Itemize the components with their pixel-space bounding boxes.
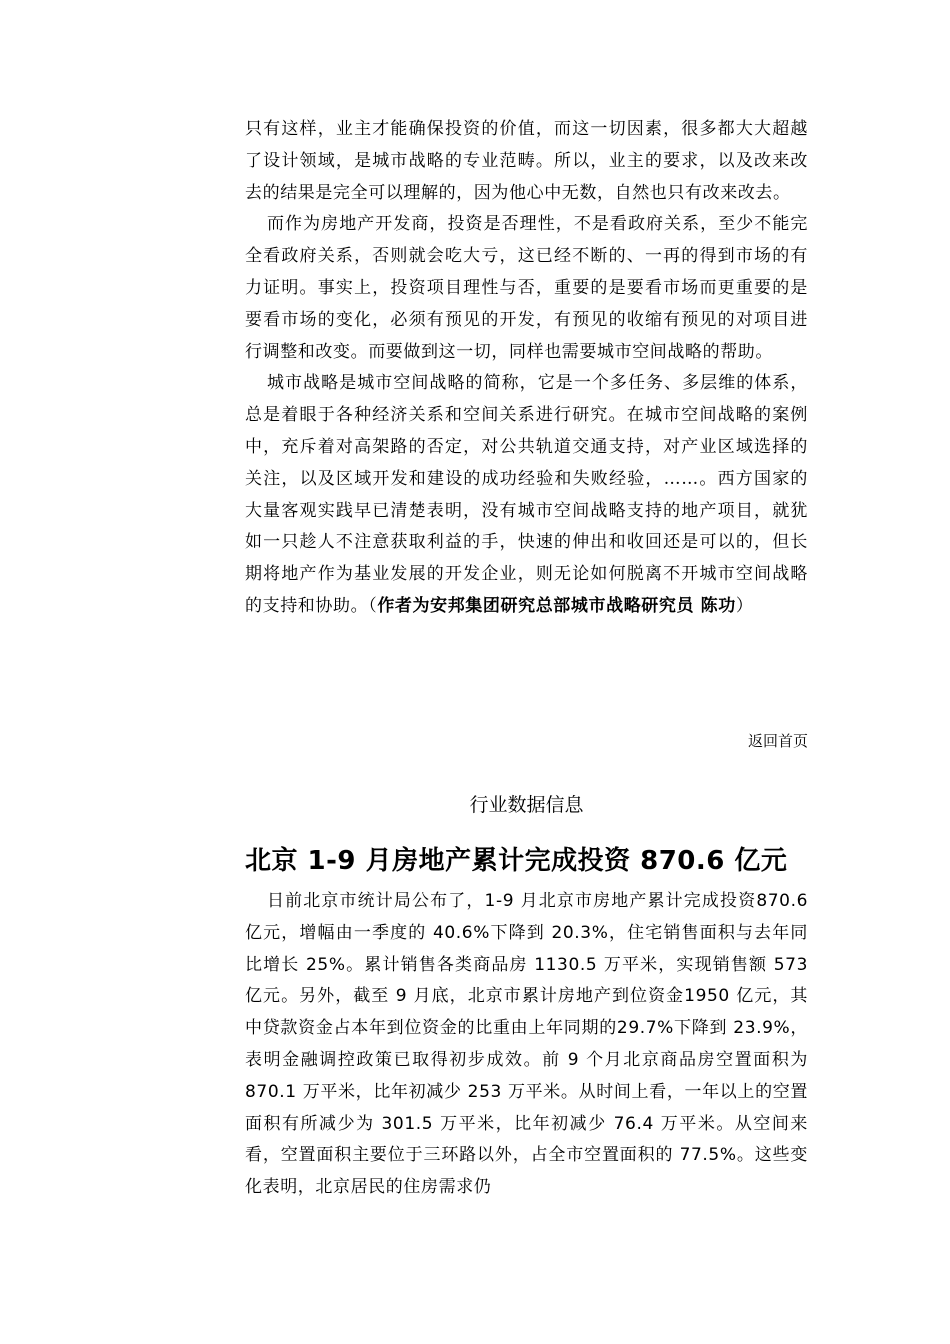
article-body [245, 886, 808, 1204]
paragraph-2: 而作为房地产开发商，投资是否理性，不是看政府关系，至少不能完全看政府关系，否则就会吃大亏，这已经不断的、一再的得到市场的有力证明。事实上，投资项目理性与否，重要的是要看市场而更重要的是要看市场的变化，必须有预见的开发，有预见的收缩有预见的对项目进行调整和改变。而要做到这一切，同样也需要城市空间战略的帮助。 [245, 214, 808, 362]
paragraph-1: 只有这样，业主才能确保投资的价值，而这一切因素，很多都大大超越了设计领域，是城市战略的专业范畴。所以，业主的要求，以及改来改去的结果是完全可以理解的，因为他心中无数，自然也只有改来改去。 [245, 119, 808, 203]
paragraph-3-text: 城市战略是城市空间战略的简称，它是一个多任务、多层维的体系，总是着眼于各种经济关系和空间关系进行研究。在城市空间战略的案例中，充斥着对高架路的否定，对公共轨道交通支持，对产业区域选择的关注，以及区域开发和建设的成功经验和失败经验，……。西方国家的大量客观实践早已清楚表明，没有城市空间战略支持的地产项目，就犹如一只趁人不注意获取利益的手，快速的伸出和收回还是可以的，但长期将地产作为基业发展的开发企业，则无论如何脱离不开城市空间战略的支持和协助。（ [245, 373, 808, 616]
paragraph-3 [245, 368, 808, 622]
article-title: 北京 1-9 月房地产累计完成投资 870.6 亿元 [245, 846, 788, 876]
back-home-link[interactable]: 返回首页 [747, 732, 808, 750]
article-paragraph: 日前北京市统计局公布了，1-9 月北京市房地产累计完成投资870.6 亿元，增幅由一季度的 40.6%下降到 20.3%，住宅销售面积与去年同比增长 25%。累计销售各类商品房 1130.5 万平米，实现销售额 573 亿元。另外，截至 9 月底，北京市累计房地产到位资金1950 亿元，其中贷款资金占本年到位资金的比重由上年同期的29.7%下降到 23.9%，表明金融调控政策已取得初步成效。前 9 个月北京商品房空置面积为 870.1 万平米，比年初减少 253 万平米。从时间上看，一年以上的空置面积有所减少为 301.5 万平米，比年初减少 76.4 万平米。从空间来看，空置面积主要位于三环路以外，占全市空置面积的 77.5%。这些变化表明，北京居民的住房需求仍 [245, 891, 808, 1198]
closing-paren: ） [735, 595, 754, 616]
author-note: 作者为安邦集团研究总部城市战略研究员 陈功 [377, 595, 736, 616]
section-title: 行业数据信息 [469, 794, 584, 816]
continued-article [245, 114, 808, 623]
